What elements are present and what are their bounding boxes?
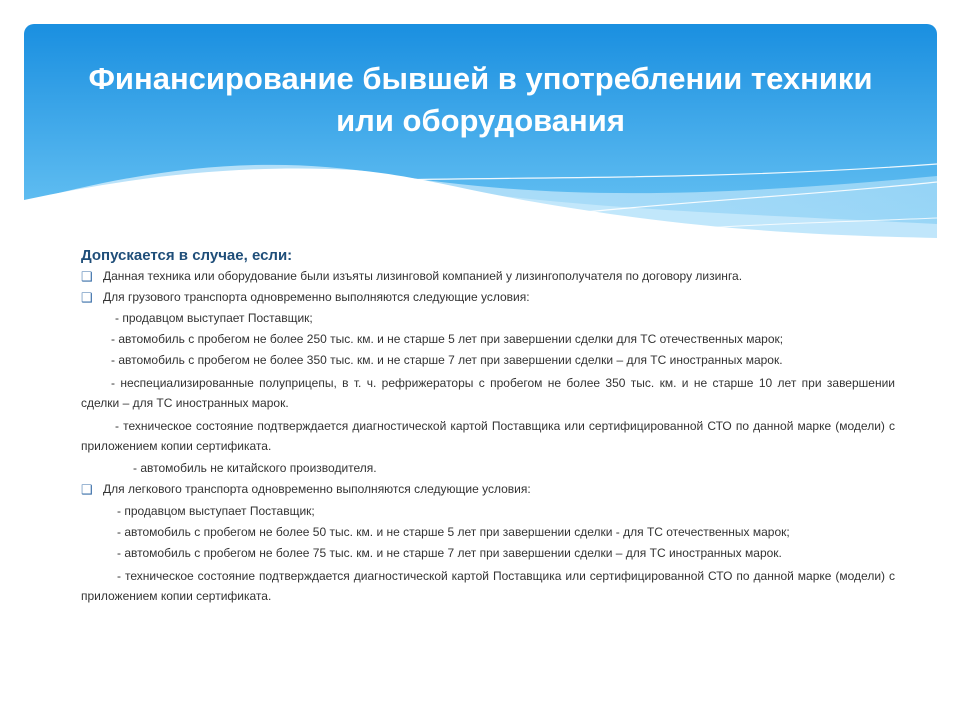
list-item: - техническое состояние подтверждается диагностической картой Поставщика или сертифицированной СТО по данной марке (модели) с приложением копии сертификата.	[81, 419, 895, 453]
checkbox-square-icon: ❑	[81, 482, 93, 497]
checkbox-square-icon: ❑	[81, 290, 93, 305]
list-item: - автомобиль с пробегом не более 250 тыс. км. и не старше 5 лет при завершении сделки для ТС отечественных марок;	[111, 332, 784, 346]
bullet-text: Данная техника или оборудование были изъяты лизинговой компанией у лизингополучателя по договору лизинга.	[103, 269, 743, 283]
title-line-2: или оборудования	[336, 103, 625, 138]
list-item: - автомобиль не китайского производителя.	[133, 461, 377, 475]
page-title	[24, 58, 937, 142]
bullet-text: Для грузового транспорта одновременно выполняются следующие условия:	[103, 290, 530, 304]
list-item	[81, 269, 895, 284]
list-item: - продавцом выступает Поставщик;	[115, 311, 313, 325]
list-item: - техническое состояние подтверждается диагностической картой Поставщика или сертифицированной СТО по данной марке (модели) с приложением копии сертификата.	[81, 569, 895, 603]
list-item: - неспециализированные полуприцепы, в т. ч. рефрижераторы с пробегом не более 350 тыс. км. и не старше 10 лет при завершении сделки – для ТС иностранных марок.	[81, 376, 895, 410]
list-item: - автомобиль с пробегом не более 50 тыс. км. и не старше 5 лет при завершении сделки - для ТС отечественных марок;	[117, 525, 790, 539]
list-item: - продавцом выступает Поставщик;	[117, 504, 315, 518]
checkbox-square-icon: ❑	[81, 269, 93, 284]
list-item: - автомобиль с пробегом не более 75 тыс. км. и не старше 7 лет при завершении сделки – для ТС иностранных марок.	[117, 546, 782, 560]
bullet-text: Для легкового транспорта одновременно выполняются следующие условия:	[103, 482, 531, 496]
content-body	[81, 246, 895, 606]
title-line-1: Финансирование бывшей в употреблении техники	[88, 61, 873, 96]
list-item	[81, 290, 895, 305]
list-item	[81, 482, 895, 497]
list-item: - автомобиль с пробегом не более 350 тыс. км. и не старше 7 лет при завершении сделки – для ТС иностранных марок.	[111, 353, 783, 367]
section-heading: Допускается в случае, если:	[81, 247, 293, 264]
